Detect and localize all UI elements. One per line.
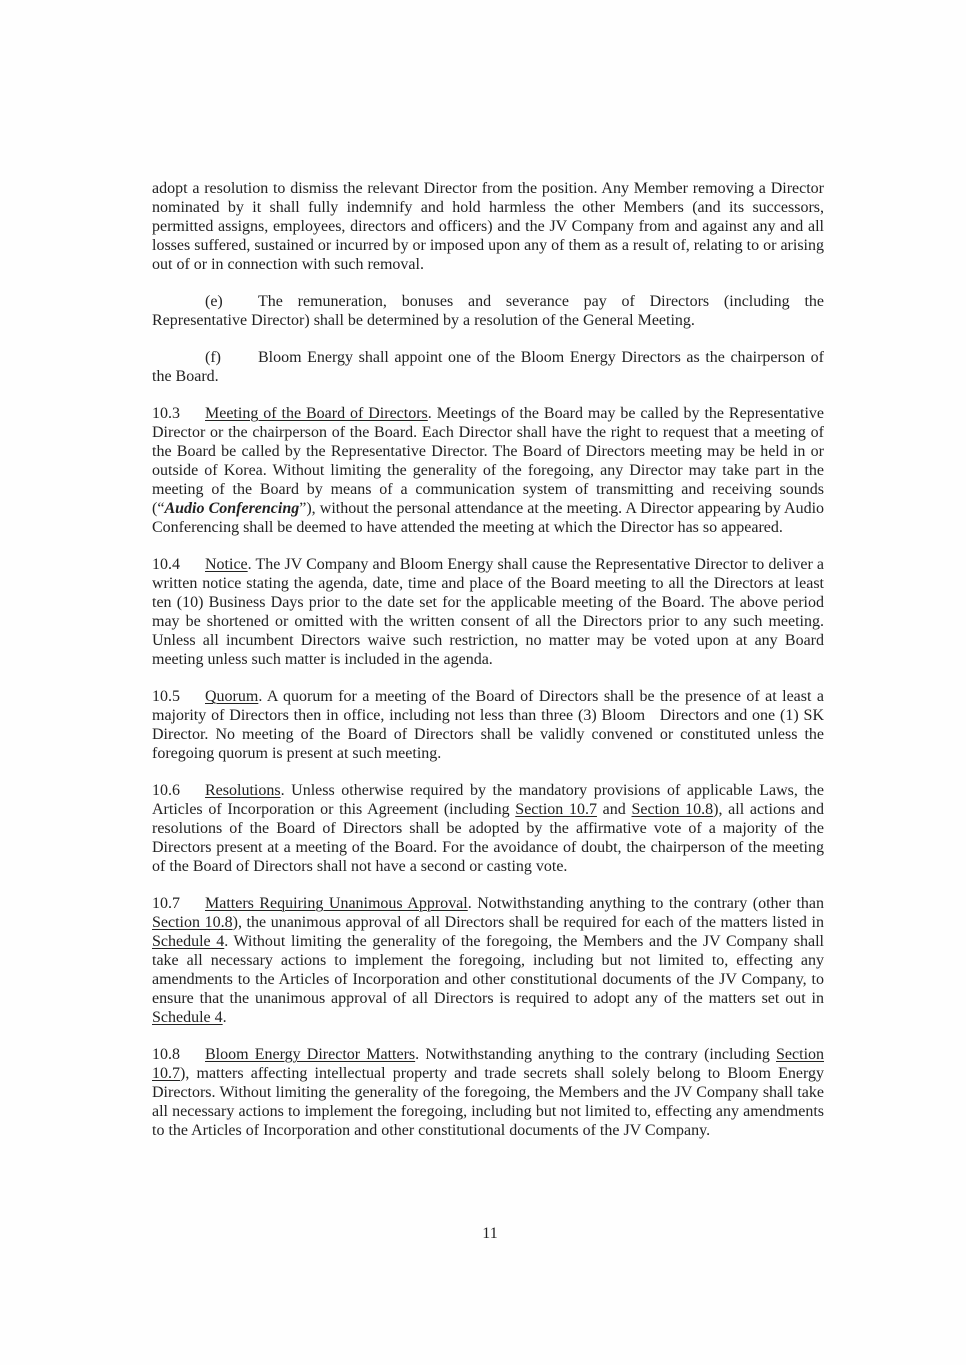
section-10-3 [152, 404, 824, 537]
page-body [152, 179, 824, 1158]
section-10-8 [152, 1045, 824, 1140]
section-10-8-cross-reference-1: Section 10.7 [152, 1046, 825, 1082]
section-10-6-text-2: and [596, 801, 632, 818]
section-10-7-text-3: . Without limiting the generality of the foregoing, the Members and the JV Company shall take all necessary actions to implement the foregoing, including but not limited to, effecting any amendments to the Articles of Incorporation and other constitutional documents of the JV Company, to ensure that the unanimous approval of all Directors is required to adopt any of the matters set out in [152, 933, 824, 1007]
section-10-6-text-3: ), all actions and resolutions of the Board of Directors shall be adopted by the affirmative vote of a majority of the Directors present at a meeting of the Board. For the avoidance of doubt, the chairperson of the meeting of the Board of Directors shall not have a second or casting vote. [152, 801, 824, 875]
section-10-7-cross-reference-3: Schedule 4 [152, 1009, 223, 1026]
section-10-7-heading: Matters Requiring Unanimous Approval [205, 895, 468, 912]
section-10-6-cross-reference-1: Section 10.7 [515, 801, 597, 818]
clause-e-text: The remuneration, bonuses and severance pay of Directors (including the Representative Director) shall be determined by a resolution of the General Meeting. [152, 293, 824, 329]
clause-e-label: (e) [205, 293, 223, 310]
page-number: 11 [482, 1225, 498, 1242]
section-10-3-number: 10.3 [152, 405, 180, 422]
section-10-4-text-1: . The JV Company and Bloom Energy shall cause the Representative Director to deliver a written notice stating the agenda, date, time and place of the Board meeting to all the Directors at least ten (10) Business Days prior to the date set for the applicable meeting of the Board. The above period may be shortened or omitted with the written consent of all the Directors prior to any such meeting. Unless all incumbent Directors waive such restriction, no matter may be voted upon at any Board meeting unless such matter is included in the agenda. [152, 556, 824, 668]
section-10-3-heading: Meeting of the Board of Directors [205, 405, 428, 422]
section-10-3-text-2: ”), without the personal attendance at the meeting. A Director appearing by Audio Conferencing shall be deemed to have attended the meeting at which the Director has so appeared. [152, 500, 825, 536]
continuation-paragraph [152, 179, 824, 274]
section-10-8-heading: Bloom Energy Director Matters [205, 1046, 416, 1063]
section-10-3-defined-term: Audio Conferencing [164, 500, 300, 517]
section-10-6-cross-reference-2: Section 10.8 [631, 801, 714, 818]
section-10-6-number: 10.6 [152, 782, 180, 799]
section-10-5-heading: Quorum [205, 688, 259, 705]
clause-f-label: (f) [205, 349, 221, 366]
section-10-7-text-1: . Notwithstanding anything to the contrary (other than [467, 895, 825, 912]
section-10-5 [152, 687, 824, 763]
section-10-4 [152, 555, 824, 669]
section-10-6-heading: Resolutions [205, 782, 281, 799]
section-10-6 [152, 781, 824, 876]
section-10-7-cross-reference-1: Section 10.8 [152, 914, 233, 931]
section-10-6-text-1: . Unless otherwise required by the mandatory provisions of applicable Laws, the Articles of Incorporation or this Agreement (including [152, 782, 824, 818]
section-10-7 [152, 894, 824, 1027]
clause-f [152, 348, 824, 386]
continuation-text: adopt a resolution to dismiss the relevant Director from the position. Any Member removing a Director nominated by it shall fully indemnify and hold harmless the other Members (and its successors, permitted assigns, employees, directors and officers) and the JV Company from and against any and all losses suffered, sustained or incurred by or imposed upon any of them as a result of, relating to or arising out of or in connection with such removal. [152, 180, 824, 273]
section-10-5-number: 10.5 [152, 688, 180, 705]
clause-f-text: Bloom Energy shall appoint one of the Bloom Energy Directors as the chairperson of the Board. [152, 349, 824, 385]
section-10-7-text-4: . [222, 1009, 227, 1026]
section-10-8-text-1: . Notwithstanding anything to the contrary (including [415, 1046, 777, 1063]
section-10-7-text-2: ), the unanimous approval of all Directors shall be required for each of the matters listed in [232, 914, 824, 931]
section-10-5-text-1: . A quorum for a meeting of the Board of Directors shall be the presence of at least a majority of Directors then in office, including not less than three (3) Bloom Directors and one (1) SK Director. No meeting of the Board of Directors shall be validly convened or constituted unless the foregoing quorum is present at such meeting. [152, 688, 824, 762]
section-10-7-cross-reference-2: Schedule 4 [152, 933, 225, 950]
clause-e [152, 292, 824, 330]
section-10-4-number: 10.4 [152, 556, 180, 573]
section-10-8-number: 10.8 [152, 1046, 180, 1063]
section-10-3-text-1: . Meetings of the Board may be called by the Representative Director or the chairperson of the Board. Each Director shall have the right to request that a meeting of the Board be called by the Representative Director. The Board of Directors meeting may be held in or outside of Korea. Without limiting the generality of the foregoing, any Director may take part in the meeting of the Board by means of a communication system of transmitting and receiving sounds (“ [152, 405, 825, 517]
section-10-4-heading: Notice [205, 556, 248, 573]
section-10-7-number: 10.7 [152, 895, 180, 912]
section-10-8-text-2: ), matters affecting intellectual property and trade secrets shall solely belong to Bloom Energy Directors. Without limiting the generality of the foregoing, the Members and the JV Company shall take all necessary actions to implement the foregoing, including but not limited to, effecting any amendments to the Articles of Incorporation and other constitutional documents of the JV Company. [152, 1065, 824, 1139]
